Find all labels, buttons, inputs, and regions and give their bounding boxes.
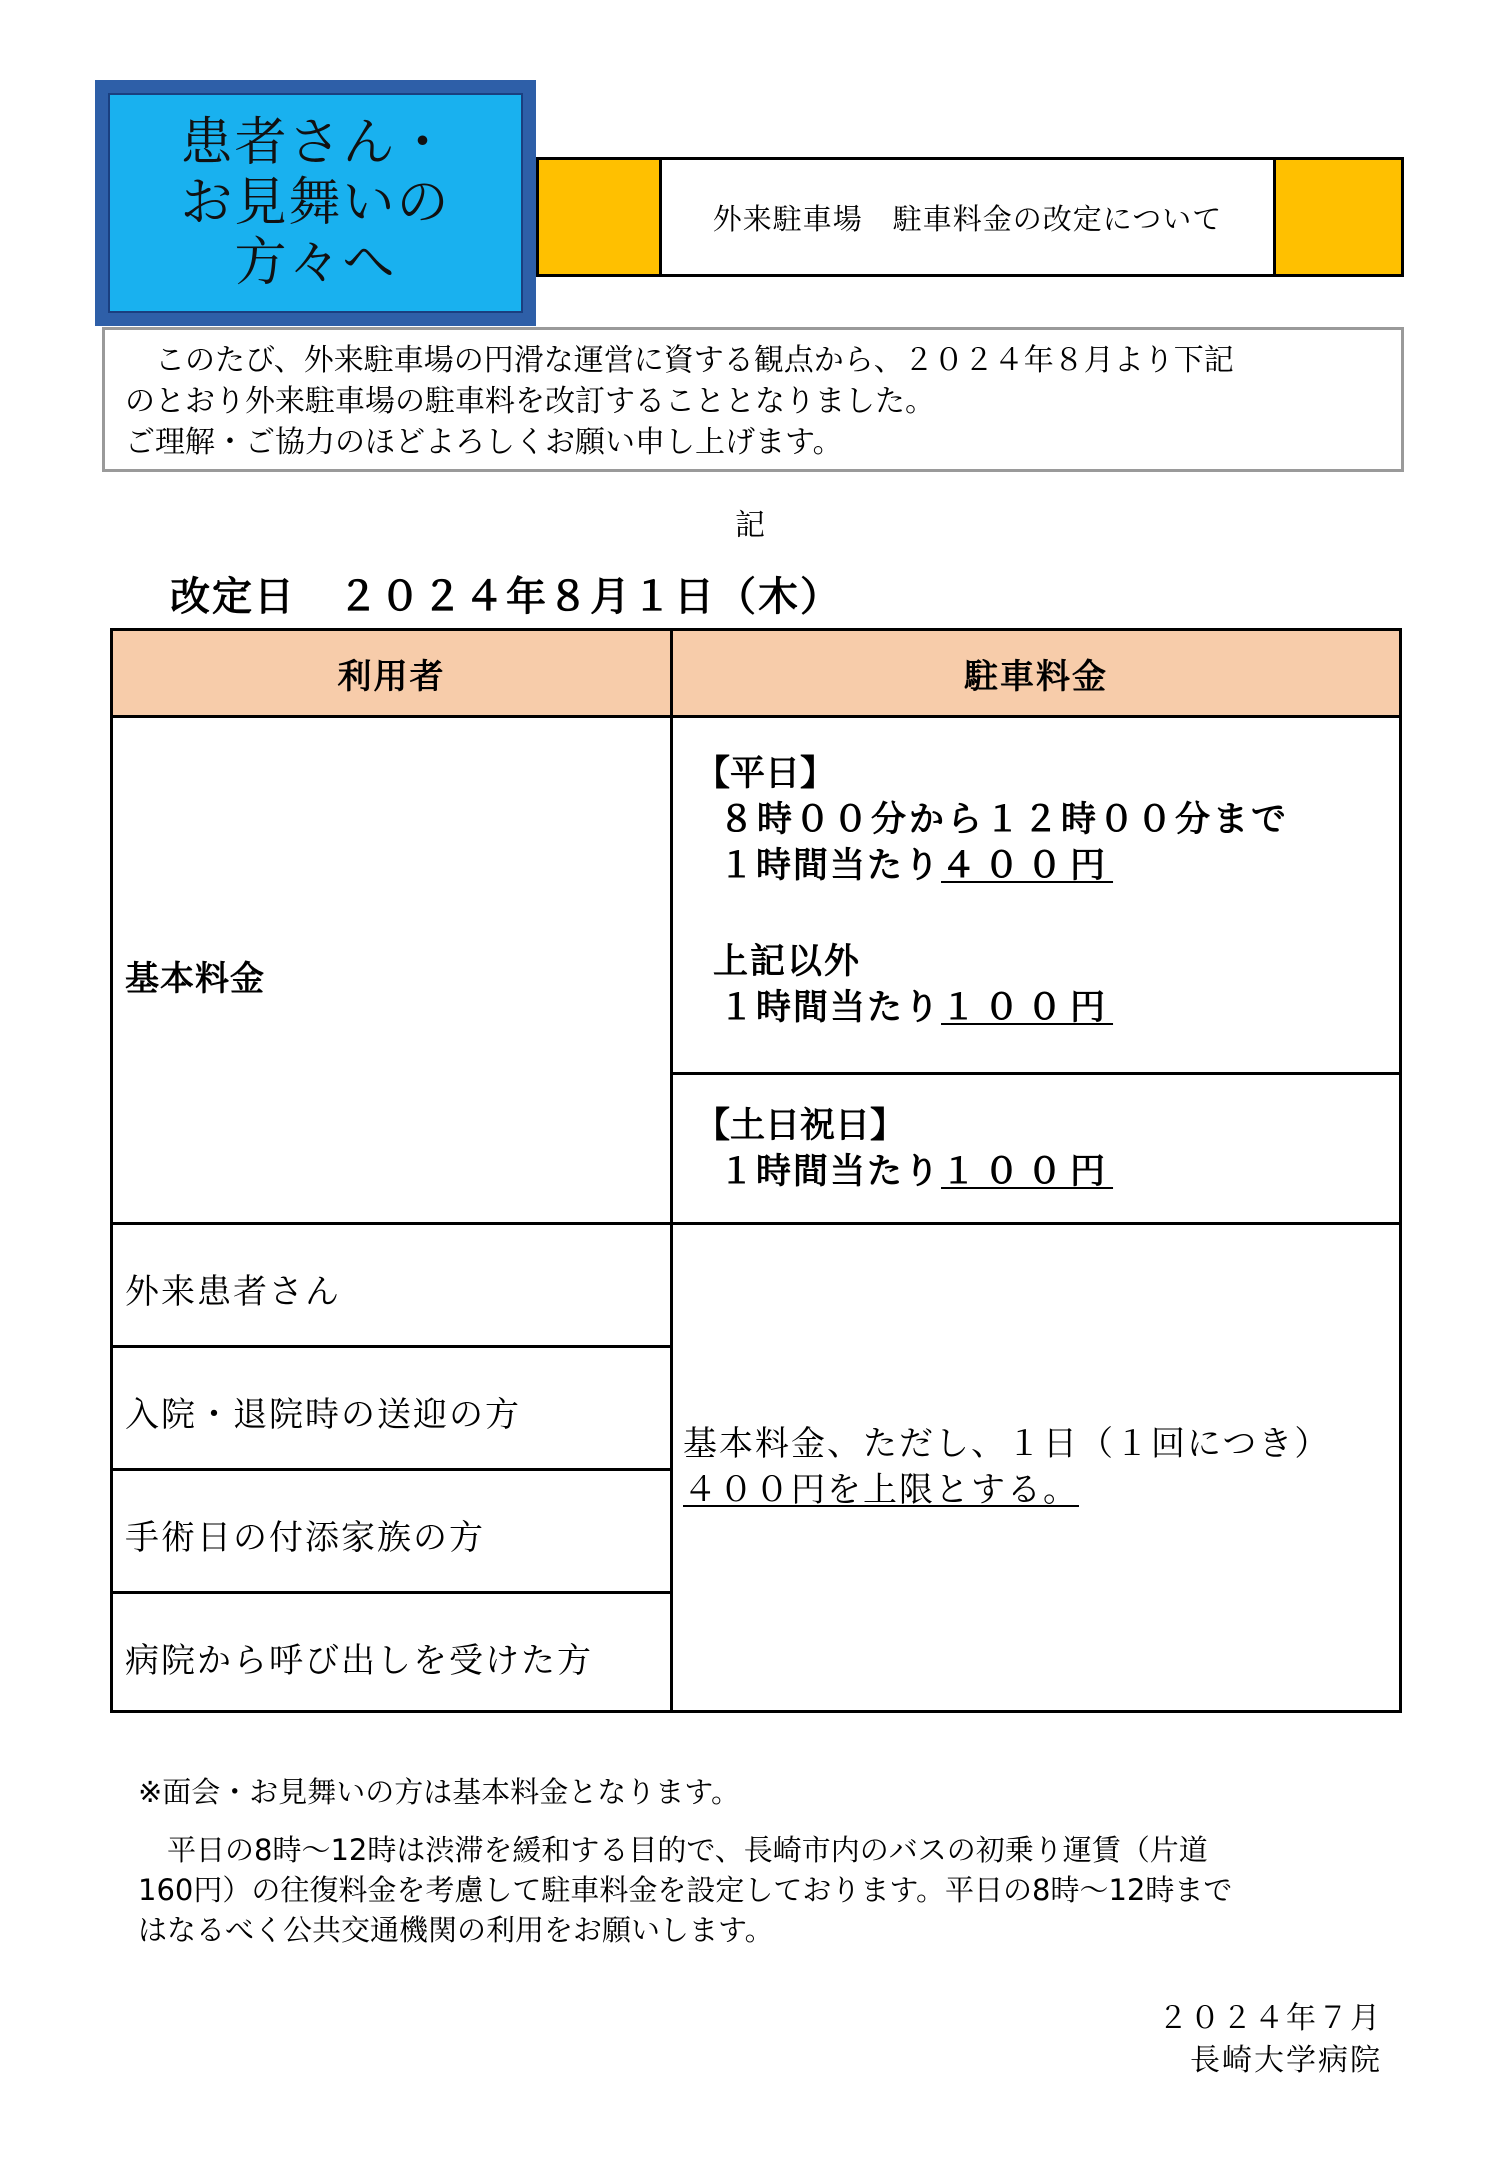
audience-label-line: 方々へ bbox=[234, 233, 397, 293]
title-bar bbox=[536, 157, 1404, 277]
divider bbox=[673, 1072, 1399, 1075]
other-rate-line bbox=[695, 985, 1395, 1031]
title-accent-left bbox=[539, 160, 662, 274]
special-fee-cell bbox=[683, 1421, 1398, 1513]
audience-label-line: お見舞いの bbox=[180, 173, 451, 233]
other-rate-prefix: １時間当たり bbox=[719, 988, 942, 1028]
explanation-line: はなるべく公共交通機関の利用をお願いします。 bbox=[138, 1913, 774, 1947]
intro-line: のとおり外来駐車場の駐車料を改訂することとなりました。 bbox=[125, 384, 935, 419]
revision-label: 改定日 bbox=[170, 574, 296, 620]
organization: 長崎大学病院 bbox=[1190, 2043, 1382, 2078]
weekday-rate-line bbox=[695, 843, 1395, 889]
intro-line: このたび、外来駐車場の円滑な運営に資する観点から、２０２４年８月より下記 bbox=[125, 343, 1234, 378]
title-accent-right bbox=[1273, 160, 1401, 274]
other-rate: １００円 bbox=[941, 988, 1114, 1028]
ki-heading: 記 bbox=[735, 508, 765, 543]
revision-date bbox=[170, 565, 842, 622]
user-row-called: 病院から呼び出しを受けた方 bbox=[125, 1641, 593, 1681]
explanation-line: 160円）の往復料金を考慮して駐車料金を設定しております。平日の8時～12時まで bbox=[138, 1873, 1233, 1907]
weekday-title: 【平日】 bbox=[695, 754, 836, 794]
user-row-surgery-family: 手術日の付添家族の方 bbox=[125, 1518, 485, 1558]
page-title: 外来駐車場 駐車料金の改定について bbox=[712, 201, 1223, 236]
explanation-note bbox=[138, 1830, 1232, 1950]
special-fee-cap: ４００円を上限とする。 bbox=[683, 1470, 1079, 1510]
holiday-title: 【土日祝日】 bbox=[695, 1106, 906, 1146]
special-fee-line bbox=[683, 1467, 1398, 1513]
divider bbox=[113, 1591, 670, 1594]
intro-line: ご理解・ご協力のほどよろしくお願い申し上げます。 bbox=[125, 425, 843, 460]
intro-box bbox=[102, 327, 1404, 472]
weekday-rate: ４００円 bbox=[941, 846, 1114, 886]
other-title: 上記以外 bbox=[713, 942, 862, 982]
special-fee-line: 基本料金、ただし、１日（１回につき） bbox=[683, 1424, 1331, 1464]
holiday-rate-prefix: １時間当たり bbox=[719, 1152, 942, 1192]
header-fee: 駐車料金 bbox=[964, 657, 1108, 697]
basic-fee-label: 基本料金 bbox=[125, 959, 265, 999]
divider bbox=[113, 1468, 670, 1471]
holiday-rate-line bbox=[695, 1149, 1395, 1195]
explanation-line: 平日の8時～12時は渋滞を緩和する目的で、長崎市内のバスの初乗り運賃（片道 bbox=[138, 1833, 1208, 1867]
weekday-fee-cell bbox=[695, 751, 1395, 1031]
user-row-outpatient: 外来患者さん bbox=[125, 1272, 341, 1312]
revision-date-value: ２０２４年８月１日（木） bbox=[338, 574, 842, 620]
weekday-hours: ８時００分から１２時００分まで bbox=[719, 800, 1290, 840]
divider bbox=[113, 1222, 1399, 1225]
weekday-rate-prefix: １時間当たり bbox=[719, 846, 942, 886]
audience-label-line: 患者さん・ bbox=[180, 113, 451, 173]
fee-table bbox=[110, 628, 1402, 1713]
divider bbox=[113, 1345, 670, 1348]
issue-date: ２０２４年７月 bbox=[1158, 2001, 1382, 2036]
holiday-fee-cell bbox=[695, 1103, 1395, 1195]
visitor-note: ※面会・お見舞いの方は基本料金となります。 bbox=[138, 1775, 740, 1809]
holiday-rate: １００円 bbox=[941, 1152, 1114, 1192]
audience-label-inner bbox=[108, 93, 523, 313]
divider bbox=[113, 715, 1399, 718]
audience-label bbox=[95, 80, 536, 326]
divider bbox=[670, 631, 673, 1710]
header-user: 利用者 bbox=[337, 657, 446, 697]
user-row-pickup: 入院・退院時の送迎の方 bbox=[125, 1395, 521, 1435]
